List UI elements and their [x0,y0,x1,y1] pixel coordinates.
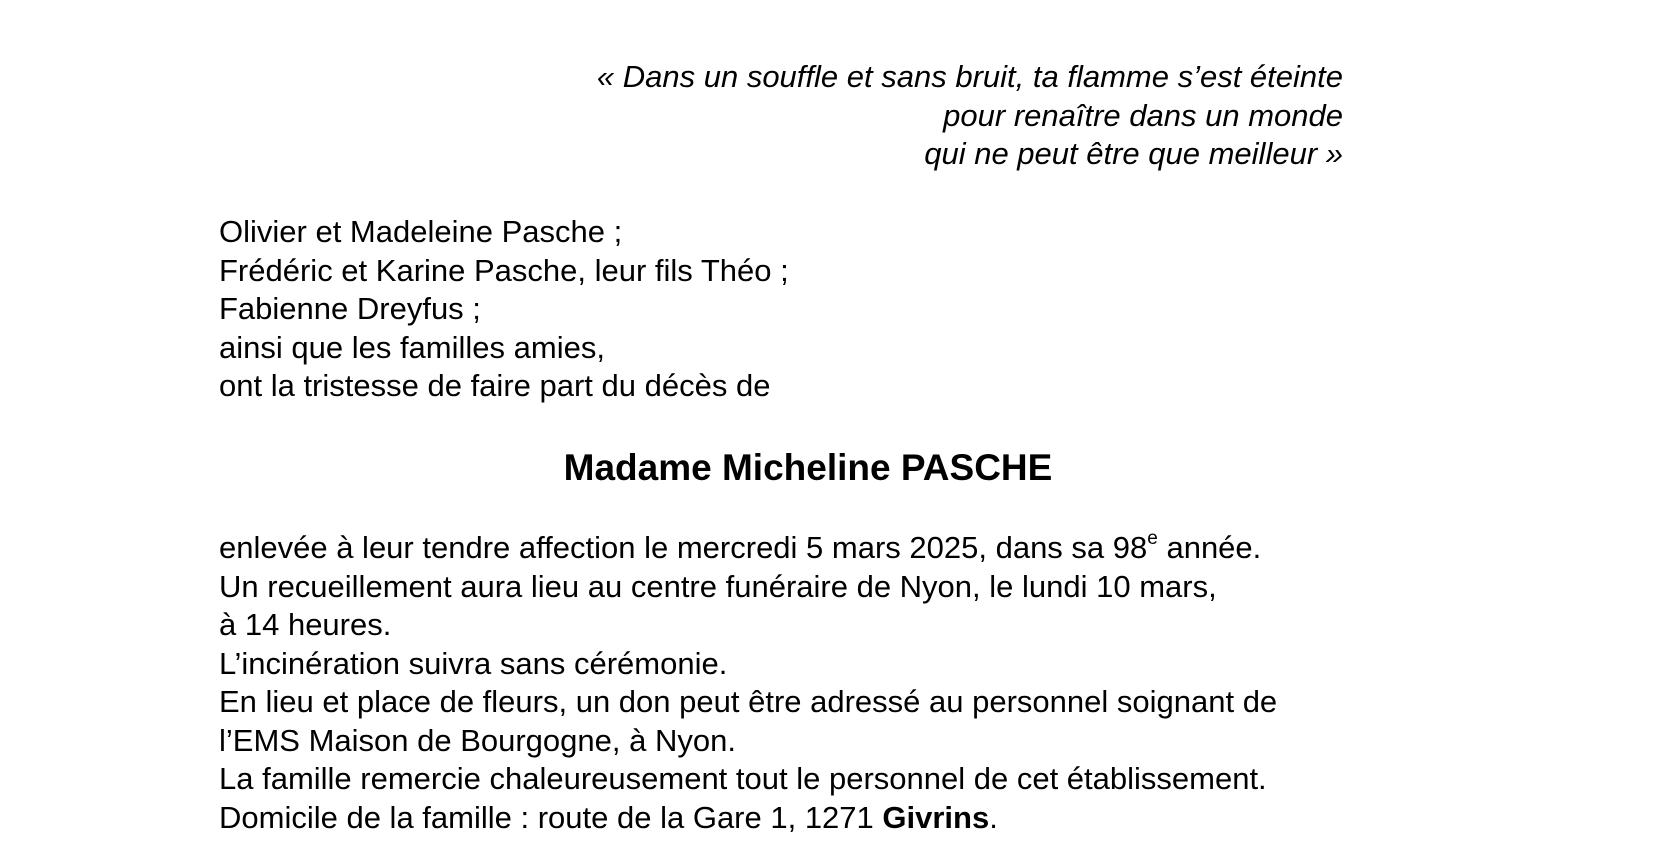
details-line-time: à 14 heures. [219,607,392,642]
family-line: ainsi que les familles amies, [219,329,605,365]
family-line: Olivier et Madeleine Pasche ; [219,214,623,249]
details-line-ceremony: Un recueillement aura lieu au centre funéraire de Nyon, le lundi 10 mars, [219,568,1217,604]
death-text-end: année. [1157,530,1262,565]
deceased-name: Madame Micheline PASCHE [563,447,1053,488]
family-line: ont la tristesse de faire part du décès de [219,368,771,403]
address-town: Givrins [882,799,990,835]
quote-line: qui ne peut être que meilleur » [924,136,1343,171]
address-end: . [989,799,998,835]
details-line-ems: l’EMS Maison de Bourgogne, à Nyon. [219,722,736,758]
funeral-details [219,529,1277,837]
details-line-death [219,529,1277,568]
details-line-incineration: L’incinération suivra sans cérémonie. [219,645,728,681]
quote-line: pour renaître dans un monde [943,97,1343,133]
details-line-donation: En lieu et place de fleurs, un don peut être adressé au personnel soignant de [219,684,1278,719]
ordinal-suffix: e [1147,527,1158,549]
details-line-thanks: La famille remercie chaleureusement tout le personnel de cet établissement. [219,761,1267,796]
family-line: Fabienne Dreyfus ; [219,291,481,326]
details-line-address [219,799,1277,838]
epigraph-quote [597,58,1343,174]
quote-line: « Dans un souffle et sans bruit, ta flamme s’est éteinte [596,59,1343,94]
family-announcement [219,213,789,406]
address-text: Domicile de la famille : route de la Gare 1, 1271 [219,799,883,835]
death-text: enlevée à leur tendre affection le mercredi 5 mars 2025, dans sa 98 [219,530,1148,565]
family-line: Frédéric et Karine Pasche, leur fils Théo ; [219,252,789,288]
